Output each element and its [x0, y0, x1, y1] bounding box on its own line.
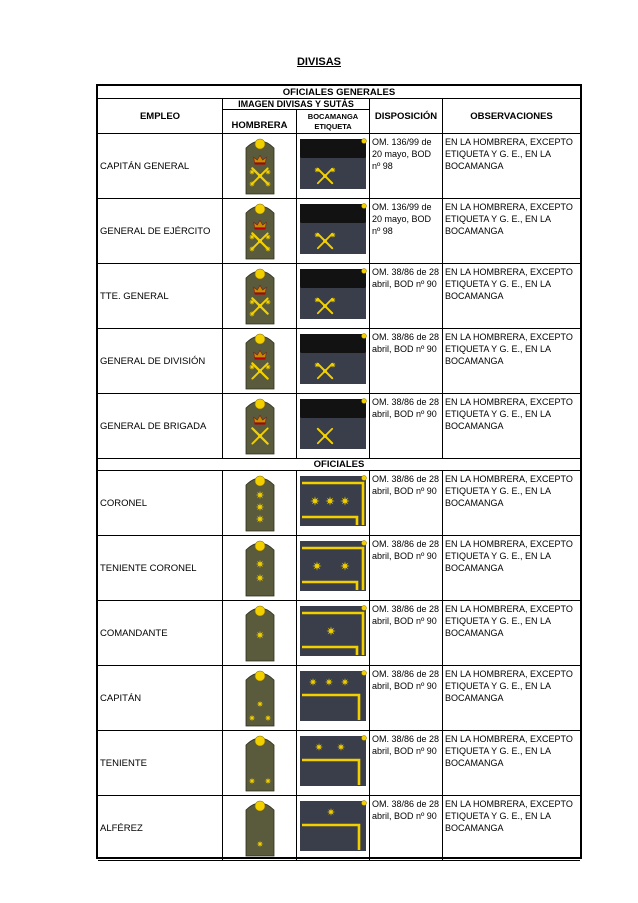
cuff-button-icon — [362, 541, 367, 546]
star-icon — [341, 678, 349, 686]
observaciones-cell: EN LA HOMBRERA, EXCEPTO ETIQUETA Y G. E., EN LA BOCAMANGA — [443, 264, 580, 329]
officer-shoulder-insignia — [223, 601, 297, 665]
sutas-embroidery — [300, 399, 366, 418]
general-shoulder-insignia — [223, 199, 297, 263]
star-icon — [265, 181, 271, 187]
hombrera-cell — [223, 471, 297, 536]
observaciones-cell: EN LA HOMBRERA, EXCEPTO ETIQUETA Y G. E., EN LA BOCAMANGA — [443, 329, 580, 394]
observaciones-cell: EN LA HOMBRERA, EXCEPTO ETIQUETA Y G. E., EN LA BOCAMANGA — [443, 536, 580, 601]
disposicion-cell: OM. 38/86 de 28 abril, BOD nº 90 — [370, 329, 443, 394]
empleo-cell: TENIENTE CORONEL — [98, 536, 223, 601]
star-icon — [265, 169, 271, 175]
star-icon — [312, 561, 321, 570]
bocamanga-cell — [297, 199, 370, 264]
hombrera-cell — [223, 134, 297, 199]
button-icon — [255, 606, 265, 616]
hombrera-cell — [223, 329, 297, 394]
button-icon — [255, 139, 265, 149]
header-disposicion: DISPOSICIÓN — [370, 99, 443, 134]
star-icon — [249, 234, 255, 240]
disposicion-cell: OM. 136/99 de 20 mayo, BOD nº 98 — [370, 199, 443, 264]
star-icon — [249, 311, 255, 317]
star-icon — [337, 743, 345, 751]
disposicion-cell: OM. 136/99 de 20 mayo, BOD nº 98 — [370, 134, 443, 199]
star-icon — [265, 299, 271, 305]
star-icon — [265, 715, 272, 722]
sutas-embroidery — [300, 334, 366, 353]
general-shoulder-insignia — [223, 134, 297, 198]
button-icon — [255, 671, 265, 681]
empleo-cell: CAPITÁN GENERAL — [98, 134, 223, 199]
empleo-cell: CAPITÁN — [98, 666, 223, 731]
star-icon — [249, 246, 255, 252]
disposicion-cell: OM. 38/86 de 28 abril, BOD nº 90 — [370, 666, 443, 731]
star-icon — [256, 491, 264, 499]
officer-shoulder-insignia — [223, 731, 297, 795]
observaciones-cell: EN LA HOMBRERA, EXCEPTO ETIQUETA Y G. E., EN LA BOCAMANGA — [443, 199, 580, 264]
star-icon — [325, 496, 334, 505]
officer-cuff-insignia — [297, 536, 370, 600]
star-icon — [309, 678, 317, 686]
hombrera-cell — [223, 264, 297, 329]
disposicion-cell: OM. 38/86 de 28 abril, BOD nº 90 — [370, 796, 443, 861]
disposicion-cell: OM. 38/86 de 28 abril, BOD nº 90 — [370, 731, 443, 796]
disposicion-cell: OM. 38/86 de 28 abril, BOD nº 90 — [370, 471, 443, 536]
cuff-button-icon — [362, 736, 367, 741]
officer-cuff-insignia — [297, 796, 370, 860]
empleo-cell: TENIENTE — [98, 731, 223, 796]
star-icon — [249, 364, 255, 370]
general-cuff-insignia — [297, 264, 370, 328]
officer-cuff-insignia — [297, 731, 370, 795]
hombrera-cell — [223, 666, 297, 731]
header-bocamanga: BOCAMANGA ETIQUETA — [297, 110, 370, 134]
star-icon — [256, 515, 264, 523]
star-icon — [249, 715, 256, 722]
officer-shoulder-insignia — [223, 536, 297, 600]
star-icon — [265, 234, 271, 240]
header-empleo: EMPLEO — [98, 99, 223, 134]
observaciones-cell: EN LA HOMBRERA, EXCEPTO ETIQUETA Y G. E., EN LA BOCAMANGA — [443, 731, 580, 796]
star-icon — [249, 181, 255, 187]
star-icon — [256, 503, 264, 511]
star-icon — [256, 574, 264, 582]
header-hombrera: HOMBRERA — [223, 110, 297, 134]
divisas-table — [96, 84, 582, 859]
cuff-button-icon — [362, 476, 367, 481]
star-icon — [265, 778, 272, 785]
bocamanga-cell — [297, 731, 370, 796]
observaciones-cell: EN LA HOMBRERA, EXCEPTO ETIQUETA Y G. E., EN LA BOCAMANGA — [443, 134, 580, 199]
hombrera-cell — [223, 199, 297, 264]
observaciones-cell: EN LA HOMBRERA, EXCEPTO ETIQUETA Y G. E., EN LA BOCAMANGA — [443, 471, 580, 536]
empleo-cell: CORONEL — [98, 471, 223, 536]
cuff-button-icon — [362, 204, 367, 209]
hombrera-cell — [223, 601, 297, 666]
officer-cuff-insignia — [297, 471, 370, 535]
star-icon — [340, 496, 349, 505]
disposicion-cell: OM. 38/86 de 28 abril, BOD nº 90 — [370, 394, 443, 459]
star-icon — [256, 631, 264, 639]
bocamanga-cell — [297, 134, 370, 199]
cuff-button-icon — [362, 334, 367, 339]
officer-shoulder-insignia — [223, 666, 297, 730]
star-icon — [325, 678, 333, 686]
star-icon — [326, 626, 335, 635]
star-icon — [249, 299, 255, 305]
empleo-cell: GENERAL DE DIVISIÓN — [98, 329, 223, 394]
empleo-cell: TTE. GENERAL — [98, 264, 223, 329]
star-icon — [310, 496, 319, 505]
general-shoulder-insignia — [223, 264, 297, 328]
observaciones-cell: EN LA HOMBRERA, EXCEPTO ETIQUETA Y G. E., EN LA BOCAMANGA — [443, 601, 580, 666]
star-icon — [257, 701, 264, 708]
star-icon — [340, 561, 349, 570]
cuff-button-icon — [362, 139, 367, 144]
star-icon — [257, 841, 264, 848]
general-shoulder-insignia — [223, 329, 297, 393]
bocamanga-cell — [297, 264, 370, 329]
general-shoulder-insignia — [223, 394, 297, 458]
officer-cuff-insignia — [297, 666, 370, 730]
header-imagen: IMAGEN DIVISAS Y SUTÁS — [223, 99, 370, 110]
cuff-button-icon — [362, 801, 367, 806]
officer-shoulder-insignia — [223, 471, 297, 535]
button-icon — [255, 476, 265, 486]
button-icon — [255, 399, 265, 409]
disposicion-cell: OM. 38/86 de 28 abril, BOD nº 90 — [370, 264, 443, 329]
empleo-cell: ALFÉREZ — [98, 796, 223, 861]
hombrera-cell — [223, 394, 297, 459]
star-icon — [315, 743, 323, 751]
cuff-button-icon — [362, 671, 367, 676]
bocamanga-cell — [297, 471, 370, 536]
sutas-embroidery — [300, 139, 366, 158]
bocamanga-cell — [297, 666, 370, 731]
officer-shoulder-insignia — [223, 796, 297, 860]
star-icon — [249, 169, 255, 175]
button-icon — [255, 736, 265, 746]
general-cuff-insignia — [297, 134, 370, 198]
general-cuff-insignia — [297, 199, 370, 263]
disposicion-cell: OM. 38/86 de 28 abril, BOD nº 90 — [370, 536, 443, 601]
button-icon — [255, 204, 265, 214]
sutas-embroidery — [300, 269, 366, 288]
button-icon — [255, 334, 265, 344]
star-icon — [256, 560, 264, 568]
empleo-cell: GENERAL DE EJÉRCITO — [98, 199, 223, 264]
empleo-cell: COMANDANTE — [98, 601, 223, 666]
page-title: DIVISAS — [296, 56, 341, 68]
bocamanga-cell — [297, 394, 370, 459]
hombrera-cell — [223, 536, 297, 601]
disposicion-cell: OM. 38/86 de 28 abril, BOD nº 90 — [370, 601, 443, 666]
button-icon — [255, 269, 265, 279]
button-icon — [255, 541, 265, 551]
star-icon — [249, 778, 256, 785]
empleo-cell: GENERAL DE BRIGADA — [98, 394, 223, 459]
star-icon — [265, 246, 271, 252]
star-icon — [327, 808, 335, 816]
observaciones-cell: EN LA HOMBRERA, EXCEPTO ETIQUETA Y G. E., EN LA BOCAMANGA — [443, 796, 580, 861]
bocamanga-cell — [297, 796, 370, 861]
officer-cuff-insignia — [297, 601, 370, 665]
star-icon — [265, 364, 271, 370]
bocamanga-cell — [297, 536, 370, 601]
observaciones-cell: EN LA HOMBRERA, EXCEPTO ETIQUETA Y G. E., EN LA BOCAMANGA — [443, 394, 580, 459]
general-cuff-insignia — [297, 329, 370, 393]
section-oficiales-generales: OFICIALES GENERALES — [98, 86, 580, 99]
bocamanga-cell — [297, 329, 370, 394]
observaciones-cell: EN LA HOMBRERA, EXCEPTO ETIQUETA Y G. E., EN LA BOCAMANGA — [443, 666, 580, 731]
hombrera-cell — [223, 731, 297, 796]
bocamanga-cell — [297, 601, 370, 666]
header-observaciones: OBSERVACIONES — [443, 99, 580, 134]
cuff-button-icon — [362, 269, 367, 274]
button-icon — [255, 801, 265, 811]
cuff-button-icon — [362, 606, 367, 611]
general-cuff-insignia — [297, 394, 370, 458]
section-oficiales: OFICIALES — [98, 458, 580, 471]
hombrera-cell — [223, 796, 297, 861]
sutas-embroidery — [300, 204, 366, 223]
cuff-button-icon — [362, 399, 367, 404]
